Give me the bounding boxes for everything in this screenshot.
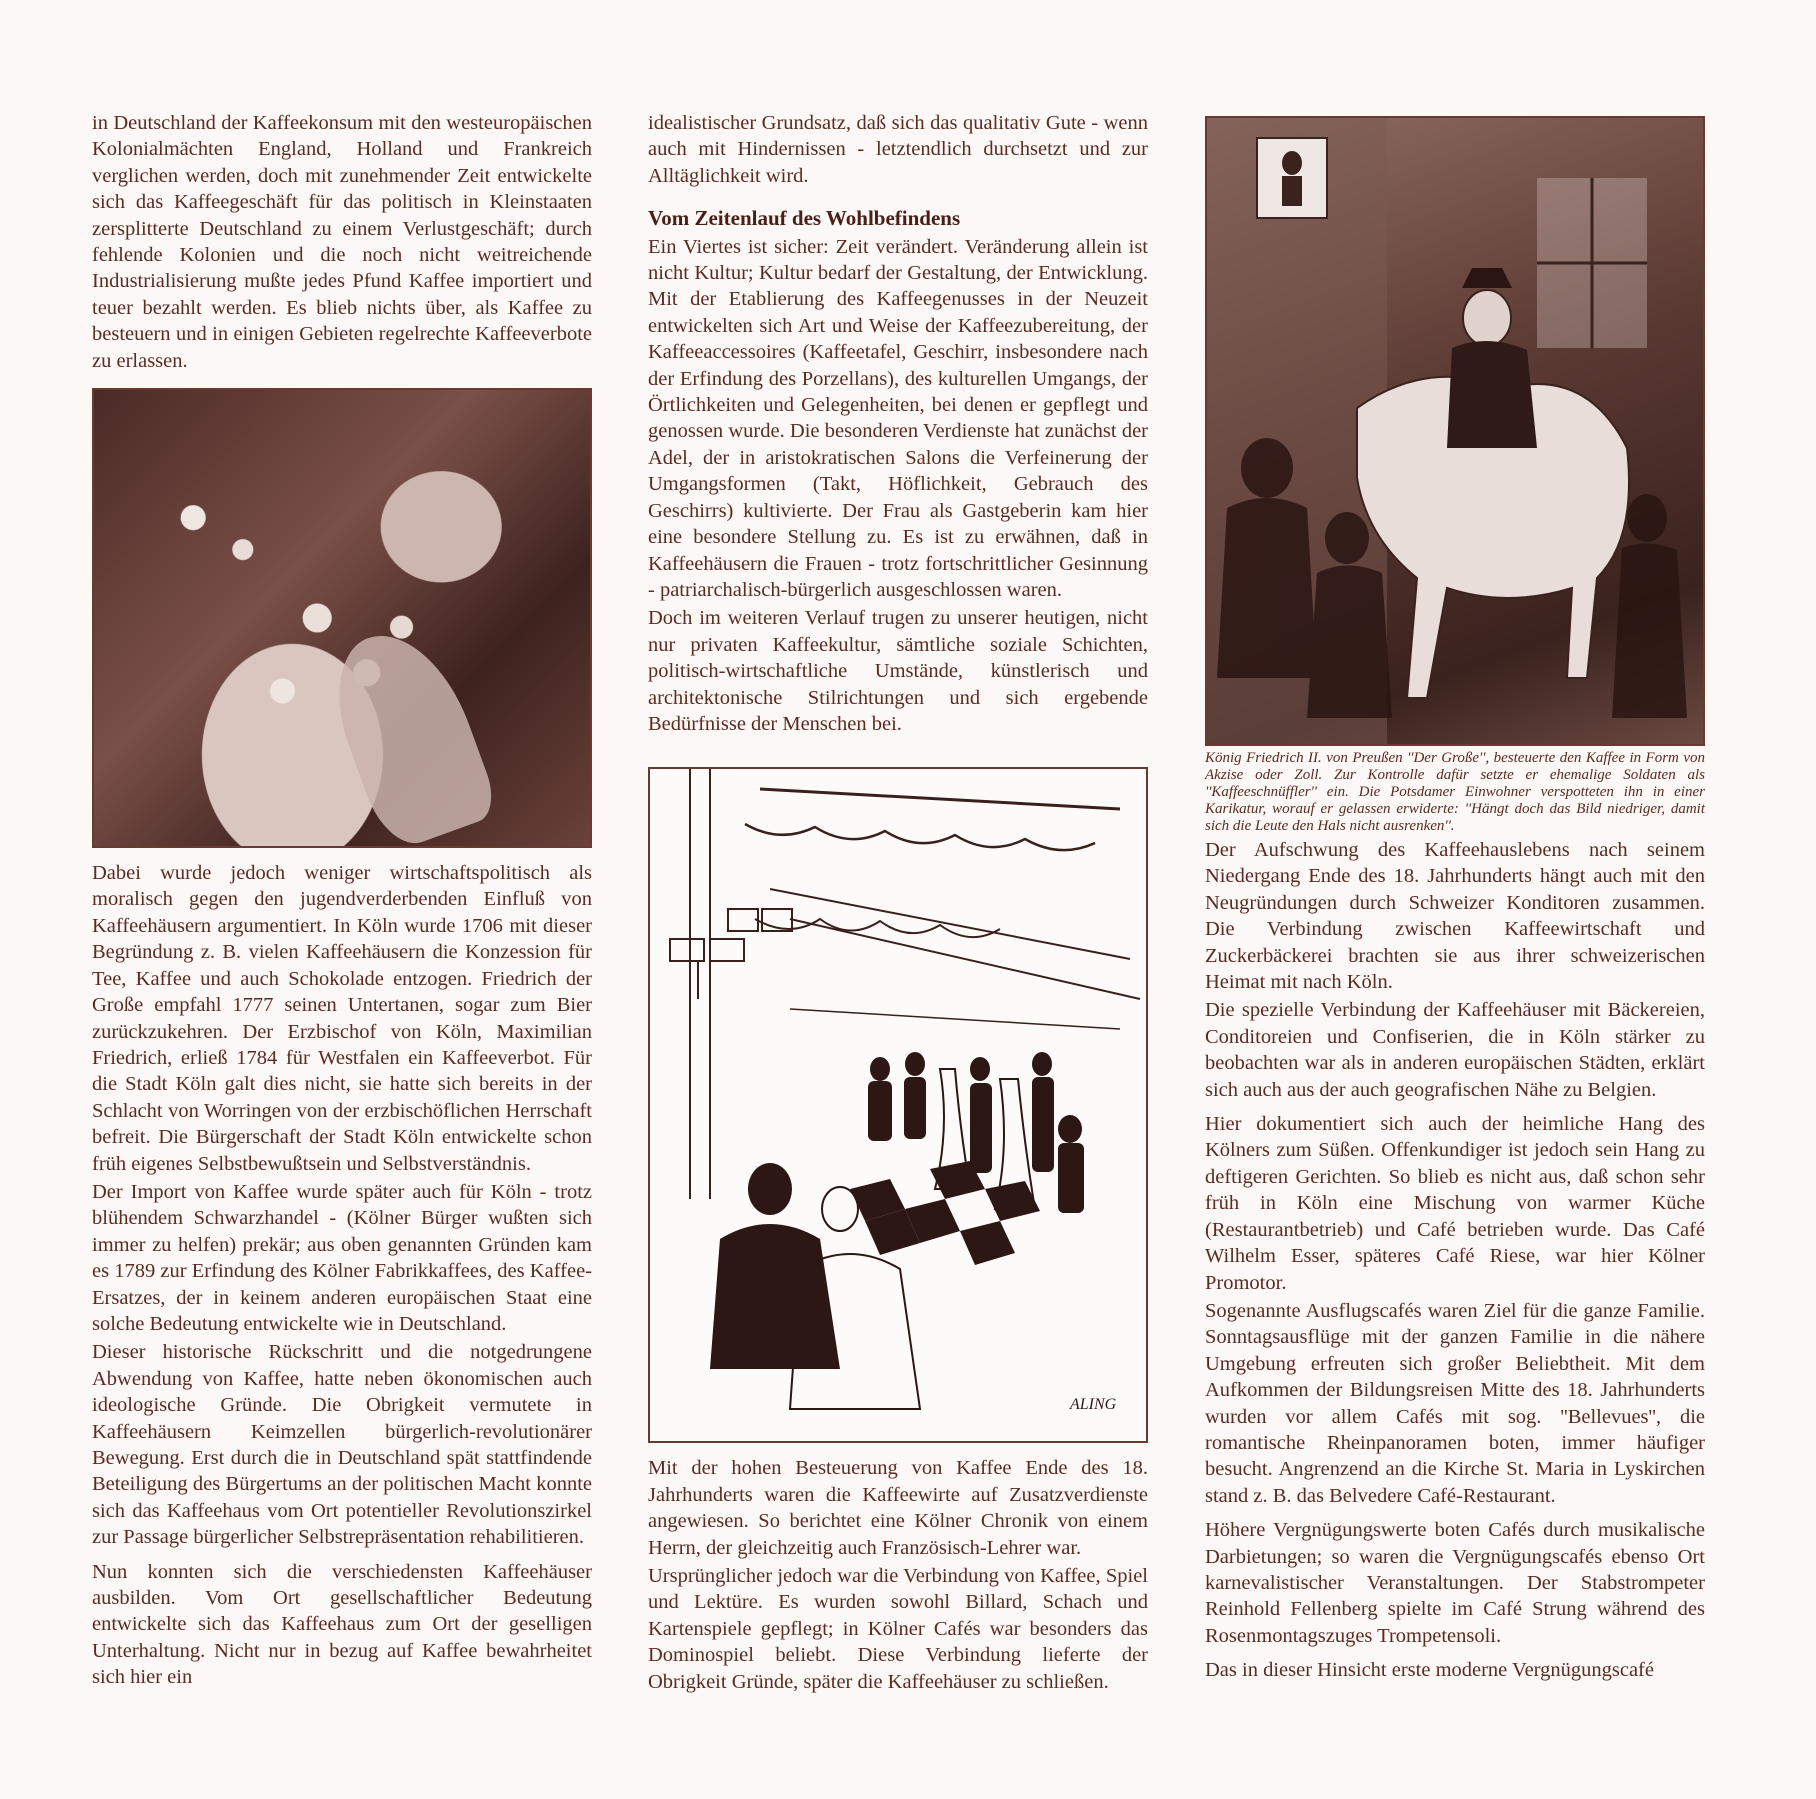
- paragraph: Der Aufschwung des Kaffeehauslebens nach seinem Niedergang Ende des 18. Jahrhunderts hängt auch mit den Neugründungen durch Schweizer Konditoren zusammen. Die Verbindung zwischen Kaffeewirtschaft und Zuckerbäckerei brachten sie aus ihrer schweizerischen Heimat mit nach Köln.: [1205, 839, 1705, 994]
- text-column-2: [648, 110, 1148, 1697]
- paragraph: Hier dokumentiert sich auch der heimliche Hang des Kölners zum Süßen. Offenkundiger ist jedoch sein Hang zu deftigeren Gerichten. So blieb es nicht aus, daß schon sehr früh in Köln eine Mischung von warmer Küche (Restaurantbetrieb) und Café betrieben wurde. Das Café Wilhelm Esser, späteres Café Riese, war hier Kölner Promotor.: [1205, 1113, 1705, 1294]
- paragraph: Sogenannte Ausflugscafés waren Ziel für die ganze Familie. Sonntagsausflüge mit der ganzen Familie in die nähere Umgebung erfreuten sich großer Beliebtheit. Mit dem Aufkommen der Bildungsreisen Mitte des 18. Jahrhunderts wurden vor allem Cafés mit sog. ''Bellevues'', die romantische Rheinpanoramen boten, immer häufiger besucht. Angrenzend an die Kirche St. Maria in Lyskirchen stand z. B. das Belvedere Café-Restaurant.: [1205, 1299, 1705, 1507]
- friedrich-engraving: [1205, 116, 1705, 746]
- paragraph: Doch im weiteren Verlauf trugen zu unserer heutigen, nicht nur privaten Kaffeekultur, sämtliche soziale Schichten, politisch-wirtschaftliche Umstände, künstlerisch und architektonische Stilrichtungen und sich ergebende Bedürfnisse der Menschen bei.: [648, 607, 1148, 735]
- paragraph: Mit der hohen Besteuerung von Kaffee Ende des 18. Jahrhunderts waren die Kaffeewirte auf Zusatzverdienste angewiesen. So berichtet eine Kölner Chronik von einem Herrn, der gleichzeitig auch Französisch-Lehrer war.: [648, 1457, 1148, 1559]
- paragraph: Dabei wurde jedoch weniger wirtschaftspolitisch als moralisch gegen den jugendverderbenden Einfluß von Kaffeehäusern argumentiert. In Köln wurde 1706 mit dieser Begründung z. B. vielen Kaffeehäusern die Konzession für Tee, Kaffee und auch Schokolade entzogen. Friedrich der Große empfahl 1777 seinen Untertanen, sogar zum Bier zurückzukehren. Der Erzbischof von Köln, Maximilian Friedrich, erließ 1784 für Westfalen ein Kaffeeverbot. Für die Stadt Köln galt dies nicht, sie hatte sich bereits in der Schlacht von Worringen von der erzbischöflichen Herrschaft befreit. Die Bürgerschaft der Stadt Köln entwickelte schon früh eigenes Selbstbewußtsein und Selbstverständnis.: [92, 862, 592, 1175]
- text-column-1: [92, 110, 592, 1693]
- paragraph: Ursprünglicher jedoch war die Verbindung von Kaffee, Spiel und Lektüre. Es wurden sowohl Billard, Schach und Kartenspiele gepflegt; in Kölner Cafés war besonders das Dominospiel beliebt. Diese Verbindung lieferte der Obrigkeit Gründe, später die Kaffeehäuser zu schließen.: [648, 1564, 1148, 1693]
- paragraph: Das in dieser Hinsicht erste moderne Vergnügungscafé: [1205, 1659, 1654, 1682]
- paragraph: idealistischer Grundsatz, daß sich das qualitativ Gute - wenn auch mit Hindernissen - letztendlich durchsetzt und zur Alltäglichkeit wird.: [648, 112, 1148, 187]
- cafe-dance-illustration: [648, 767, 1148, 1443]
- text-column-3: [1205, 110, 1705, 1686]
- paragraph: Dieser historische Rückschritt und die notgedrungene Abwendung von Kaffee, hatte neben ökonomischen auch ideologische Gründe. Die Obrigkeit vermutete in Kaffeehäusern Keimzellen bürgerlich-revolutionärer Bewegung. Erst durch die in Deutschland spät stattfindende Beteiligung des Bürgertums an der politischen Macht konnte sich das Kaffeehaus vom Ort potentieller Revolutionszirkel zur Passage bürgerlicher Selbstrepräsentation rehabilitieren.: [92, 1341, 592, 1549]
- paragraph: Ein Viertes ist sicher: Zeit verändert. Veränderung allein ist nicht Kultur; Kultur bedarf der Gestaltung, der Entwicklung. Mit der Etablierung des Kaffeegenusses in der Neuzeit entwickelten sich Art und Weise der Kaffeezubereitung, der Kaffeeaccessoires (Kaffeetafel, Geschirr, insbesondere nach der Erfindung des Porzellans), des kulturellen Umgangs, der Örtlichkeiten und Gelegenheiten, bei denen er gepflegt und genossen wurde. Die besonderen Verdienste hat zunächst der Adel, der in aristokratischen Salons die Verfeinerung der Umgangsformen (Takt, Höflichkeit, Gebrauch des Geschirrs) kultivierte. Der Frau als Gastgeberin kam hier eine besondere Stellung zu. Es ist zu erwähnen, daß in Kaffeehäusern die Frauen - trotz fortschrittlicher Gesinnung - patriarchalisch-bürgerlich ausgeschlossen waren.: [648, 235, 1148, 601]
- artist-signature: ALING: [1070, 1396, 1117, 1414]
- section-heading: Vom Zeitenlauf des Wohlbefindens: [648, 206, 961, 231]
- figure-caption: König Friedrich II. von Preußen ''Der Große'', besteuerte den Kaffee in Form von Akzise oder Zoll. Zur Kontrolle dafür setzte er ehemalige Soldaten als ''Kaffeeschnüffler'' ein. Die Potsdamer Einwohner verspotteten ihn in einer Karikatur, worauf er gelassen erwiderte: ''Hängt doch das Bild niedriger, damit sich die Leute den Hals nicht ausrenken''.: [1205, 750, 1705, 834]
- coffee-cherries-photo: [92, 388, 592, 848]
- paragraph: in Deutschland der Kaffeekonsum mit den westeuropäischen Kolonialmächten England, Holland und Frankreich verglichen werden, doch mit zunehmender Zeit entwickelte sich das Kaffeegeschäft für das politisch in Kleinstaaten zersplitterte Deutschland zu einem Verlustgeschäft; durch fehlende Kolonien und die noch nicht weitreichende Industrialisierung mußte jedes Pfund Kaffee importiert und teuer bezahlt werden. Es blieb nichts über, als Kaffee zu besteuern und in einigen Gebieten regelrechte Kaffeeverbote zu erlassen.: [92, 112, 592, 372]
- paragraph: Die spezielle Verbindung der Kaffeehäuser mit Bäckereien, Conditoreien und Confiserien, die in Köln stärker zu beobachten war als in anderen europäischen Städten, erklärt sich auch aus der auch geografischen Nähe zu Belgien.: [1205, 999, 1705, 1101]
- paragraph: Nun konnten sich die verschiedensten Kaffeehäuser ausbilden. Vom Ort gesellschaftlicher Bedeutung entwickelte sich das Kaffeehaus zum Ort der geselligen Unterhaltung. Nicht nur in bezug auf Kaffee bewahrheitet sich hier ein: [92, 1560, 592, 1689]
- paragraph: Der Import von Kaffee wurde später auch für Köln - trotz blühendem Schwarzhandel - (Kölner Bürger wußten sich immer zu helfen) prekär; aus oben genannten Gründen kam es 1789 zur Erfindung des Kölner Fabrikkaffees, des Kaffee-Ersatzes, der in keinem anderen europäischen Staat eine solche Bedeutung entwickelte wie in Deutschland.: [92, 1180, 592, 1335]
- paragraph: Höhere Vergnügungswerte boten Cafés durch musikalische Darbietungen; so waren die Vergnügungscafés ebenso Ort karnevalistischer Veranstaltungen. Der Stabstrompeter Reinhold Fellenberg spielte im Café Strung während des Rosenmontagszuges Trompetensoli.: [1205, 1519, 1705, 1647]
